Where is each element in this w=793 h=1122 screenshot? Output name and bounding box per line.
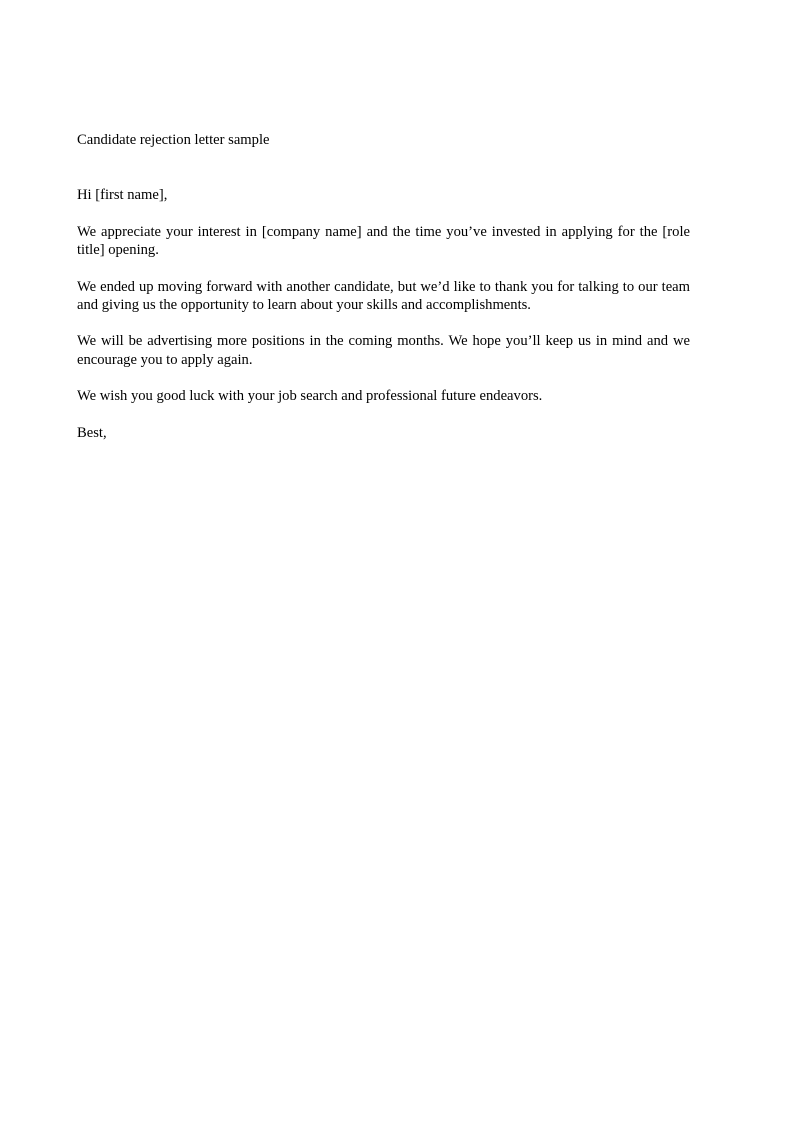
letter-closing: Best,	[77, 424, 107, 441]
paragraph-good-luck: We wish you good luck with your job search and professional future endeavors.	[77, 388, 543, 405]
paragraph-decision: We ended up moving forward with another candidate, but we’d like to thank you for talking to our team and giving us the opportunity to learn about your skills and accomplishments.	[77, 278, 690, 314]
paragraph-interest: We appreciate your interest in [company name] and the time you’ve invested in applying for the [role title] opening.	[77, 223, 690, 259]
letter-greeting: Hi [first name],	[77, 187, 168, 204]
document-title: Candidate rejection letter sample	[77, 132, 270, 148]
paragraph-future-positions: We will be advertising more positions in the coming months. We hope you’ll keep us in mind and we encourage you to apply again.	[77, 333, 690, 368]
letter-body	[77, 131, 690, 442]
